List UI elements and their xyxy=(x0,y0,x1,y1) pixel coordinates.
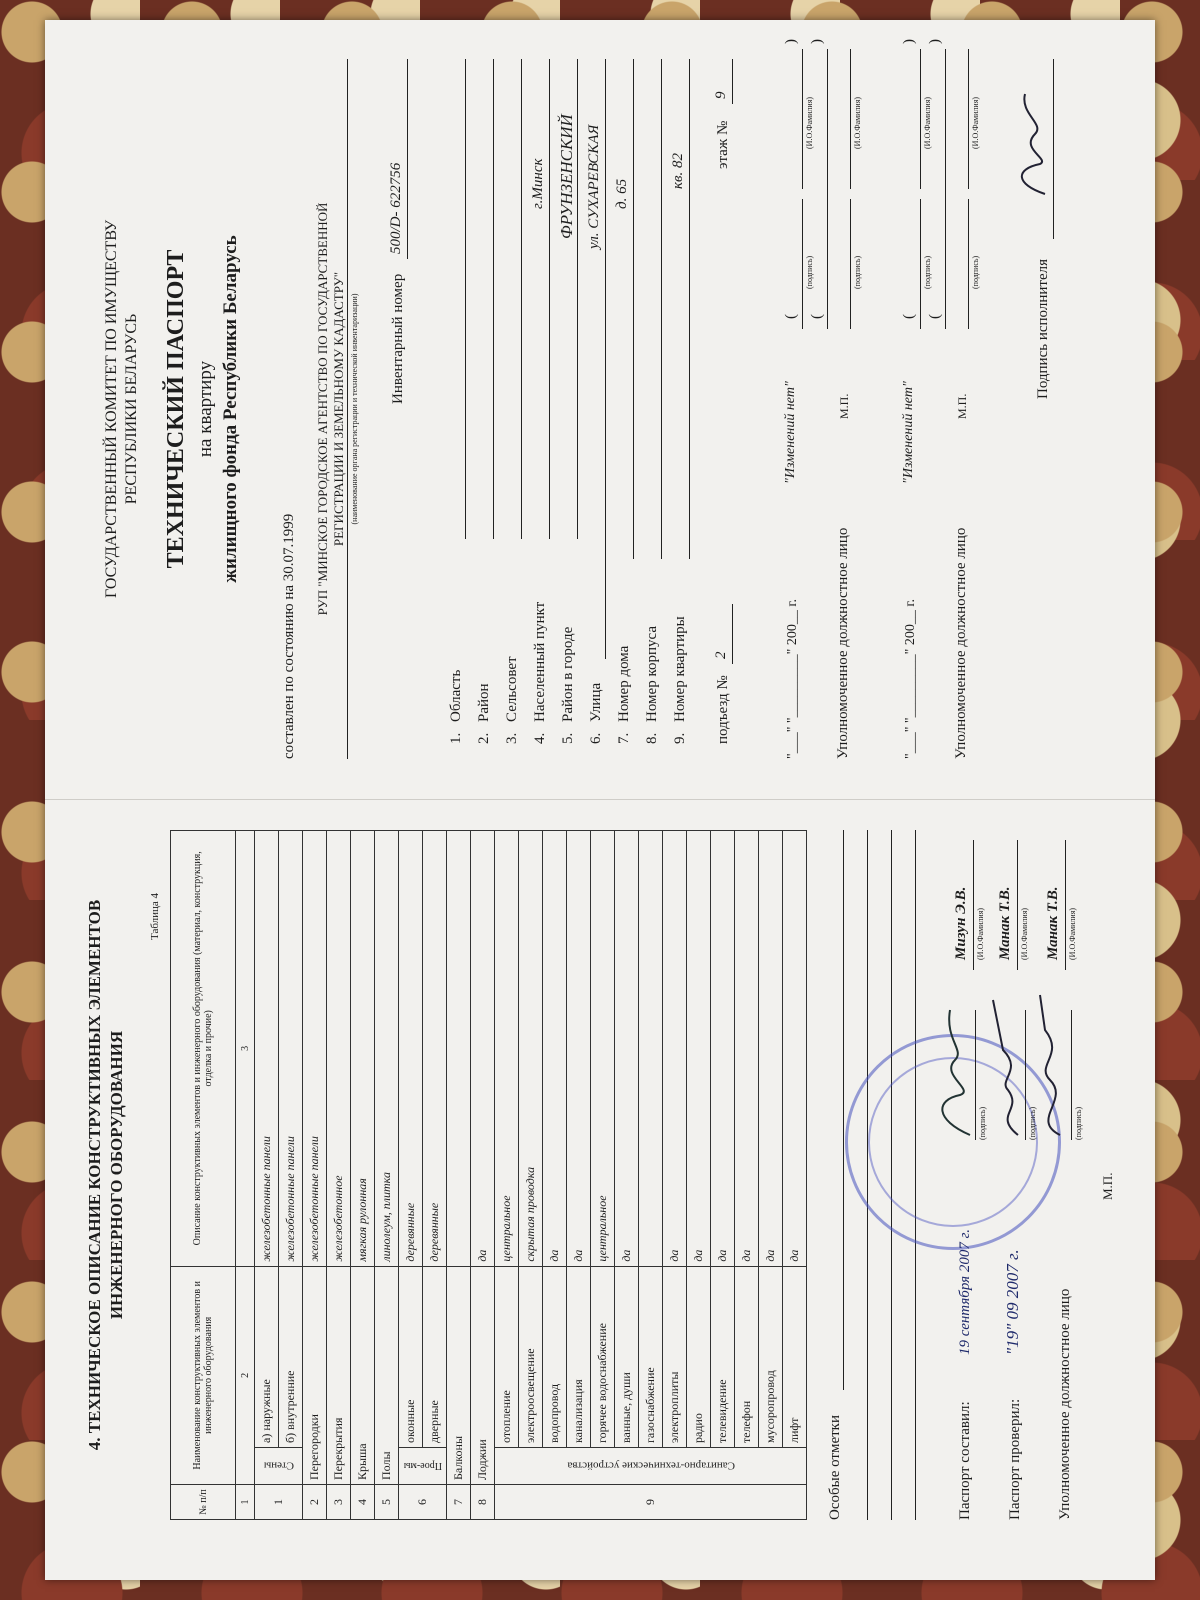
row-num: 3 xyxy=(327,1485,351,1520)
checked-label: Паспорт проверил: xyxy=(1007,1398,1023,1520)
item-label: Номер корпуса xyxy=(644,626,660,722)
item-label: Населенный пункт xyxy=(532,601,548,722)
colnum-1: 1 xyxy=(236,1485,255,1520)
address-item-district xyxy=(476,144,493,744)
colnum-2: 2 xyxy=(236,1266,255,1484)
row-value: железобетонные панели xyxy=(303,831,327,1267)
document-content xyxy=(45,20,1155,1580)
stamp-place-1: М.П. xyxy=(837,393,851,419)
row-name: ванные, души xyxy=(615,1266,639,1447)
colnum-3: 3 xyxy=(236,831,255,1267)
fio-line xyxy=(850,49,851,189)
row-value: железобетонное xyxy=(327,831,351,1267)
fio-line xyxy=(1065,840,1066,970)
official-name: Манак Т.В. xyxy=(1045,886,1061,960)
address-item-house xyxy=(616,144,633,744)
bracket-close: ) xyxy=(901,39,917,44)
item-label: Номер дома xyxy=(616,645,632,722)
row-num: 9 xyxy=(495,1485,807,1520)
table-row xyxy=(279,831,303,1520)
table-row xyxy=(351,831,375,1520)
row-num: 8 xyxy=(471,1485,495,1520)
signature-line-2 xyxy=(945,49,946,329)
row-value: железобетонные панели xyxy=(279,831,303,1267)
row-name: радио xyxy=(687,1266,711,1447)
bracket-open: ( xyxy=(901,314,917,319)
entrance-line xyxy=(732,604,733,664)
fio-line xyxy=(968,49,969,189)
row-name: дверные xyxy=(423,1266,447,1447)
signature-caption: (подпись) xyxy=(1074,1106,1083,1140)
floor-value: 9 xyxy=(713,91,729,99)
row-name: Перекрытия xyxy=(327,1266,351,1484)
executor-signature xyxy=(1010,89,1055,199)
official-label: Уполномоченное должностное лицо xyxy=(1057,1288,1073,1520)
no-changes-2: "Изменений нет" xyxy=(901,381,916,484)
walls-label: Стены xyxy=(255,1448,303,1485)
passport-subtitle2: жилищного фонда Республики Беларусь xyxy=(220,235,241,583)
row-value: железобетонные панели xyxy=(255,831,279,1267)
signature-caption: (подпись) xyxy=(805,255,814,289)
row-name: мусоропровод xyxy=(759,1266,783,1447)
signature-line xyxy=(802,199,803,329)
floor-label: этаж № xyxy=(715,120,731,169)
committee-line2: РЕСПУБЛИКИ БЕЛАРУСЬ xyxy=(123,313,140,505)
row-value: линолеум, плитка xyxy=(375,831,399,1267)
item-num: 6. xyxy=(588,732,604,744)
fio-caption: (И.О.Фамилия) xyxy=(971,96,980,149)
signature-caption: (подпись) xyxy=(978,1106,987,1140)
bracket-open: ( xyxy=(783,314,799,319)
official-label-2: Уполномоченное должностное лицо xyxy=(953,527,969,759)
address-item-building xyxy=(644,144,661,744)
checked-date: "19" 09 2007 г. xyxy=(1003,1249,1022,1355)
row-name: а) наружные xyxy=(255,1266,279,1447)
row-name: Крыша xyxy=(351,1266,375,1484)
bracket-close: ) xyxy=(783,39,799,44)
table-row xyxy=(663,831,687,1520)
passport-cover-page xyxy=(45,19,1155,800)
executor-signature-label: Подпись исполнителя xyxy=(1035,259,1051,399)
item-line xyxy=(577,59,578,539)
checked-signature xyxy=(983,990,1033,1140)
fio-line xyxy=(973,840,974,970)
item-label: Район xyxy=(476,683,492,722)
table-header-row xyxy=(171,831,236,1520)
table-row xyxy=(567,831,591,1520)
item-line xyxy=(661,59,662,559)
signature-caption: (подпись) xyxy=(971,255,980,289)
row-value: да xyxy=(687,831,711,1267)
row-value: да xyxy=(735,831,759,1267)
fio-caption: (И.О.Фамилия) xyxy=(1068,907,1077,960)
row-value: центральное xyxy=(591,831,615,1267)
item-line xyxy=(493,59,494,539)
fio-line xyxy=(920,49,921,189)
notes-line xyxy=(843,830,844,1390)
row-num: 1 xyxy=(255,1485,303,1520)
composed-label: Паспорт составил: xyxy=(957,1401,973,1520)
no-changes-1: "Изменений нет" xyxy=(783,381,798,484)
row-value xyxy=(639,831,663,1267)
table-row xyxy=(687,831,711,1520)
table-row xyxy=(327,831,351,1520)
entrance-value: 2 xyxy=(713,651,729,659)
organization-line1: РУП "МИНСКОЕ ГОРОДСКОЕ АГЕНТСТВО ПО ГОСУДАРСТВЕННОЙ xyxy=(315,202,330,616)
address-item-settlement xyxy=(532,144,549,744)
row-num: 5 xyxy=(375,1485,399,1520)
item-num: 7. xyxy=(616,732,632,744)
table-row xyxy=(759,831,783,1520)
row-name: оконные xyxy=(399,1266,423,1447)
row-name: электроплиты xyxy=(663,1266,687,1447)
table-row xyxy=(783,831,807,1520)
change-date-1: "___" "_________" 200__ г. xyxy=(785,598,800,759)
row-name: канализация xyxy=(567,1266,591,1447)
row-name: водопровод xyxy=(543,1266,567,1447)
change-date-2: "___" "_________" 200__ г. xyxy=(903,598,918,759)
committee-line1: ГОСУДАРСТВЕННЫЙ КОМИТЕТ ПО ИМУЩЕСТВУ xyxy=(103,219,120,599)
fio-caption: (И.О.Фамилия) xyxy=(1020,907,1029,960)
item-num: 2. xyxy=(476,732,492,744)
construction-elements-table xyxy=(170,830,807,1520)
signature-caption: (подпись) xyxy=(1028,1106,1037,1140)
table-row xyxy=(735,831,759,1520)
row-value: да xyxy=(663,831,687,1267)
signature-caption: (подпись) xyxy=(923,255,932,289)
signature-line xyxy=(920,199,921,329)
table-row xyxy=(711,831,735,1520)
stamp-place-2: М.П. xyxy=(955,393,969,419)
row-name: Лоджии xyxy=(471,1266,495,1484)
header-description: Описание конструктивных элементов и инженерного оборудования (материал, конструкция, отделка и прочие) xyxy=(171,831,236,1267)
item-line xyxy=(633,59,634,559)
floor-line xyxy=(732,59,733,104)
row-name: телевидение xyxy=(711,1266,735,1447)
signature-line-2 xyxy=(827,49,828,329)
row-value: да xyxy=(783,831,807,1267)
composed-date-label: составлен по состоянию на 30.07.1999 xyxy=(281,513,297,759)
row-value: деревянные xyxy=(423,831,447,1267)
official-label-1: Уполномоченное должностное лицо xyxy=(835,527,851,759)
item-line xyxy=(689,59,690,559)
row-name: горячее водоснабжение xyxy=(591,1266,615,1447)
row-name: б) внутренние xyxy=(279,1266,303,1447)
row-name: Балконы xyxy=(447,1266,471,1484)
table-row xyxy=(495,831,519,1520)
row-num: 4 xyxy=(351,1485,375,1520)
item-label: Сельсовет xyxy=(504,656,520,722)
street-value: ул. СУХАРЕВСКАЯ xyxy=(586,124,602,249)
item-num: 5. xyxy=(560,732,576,744)
row-name: отопление xyxy=(495,1266,519,1447)
house-value: д. 65 xyxy=(614,178,630,209)
technical-description-page xyxy=(45,800,1155,1580)
signature-line xyxy=(850,199,851,329)
row-name: электроосвещение xyxy=(519,1266,543,1447)
sanitary-label: Санитарно-технические устройства xyxy=(495,1448,807,1485)
row-value: да xyxy=(567,831,591,1267)
fio-line xyxy=(802,49,803,189)
column-number-row xyxy=(236,831,255,1520)
fio-line xyxy=(1017,840,1018,970)
item-num: 4. xyxy=(532,732,548,744)
row-name: лифт xyxy=(783,1266,807,1447)
bracket-close: ) xyxy=(927,39,943,44)
table-row xyxy=(255,831,279,1520)
row-name: Перегородки xyxy=(303,1266,327,1484)
table-row xyxy=(471,831,495,1520)
fio-caption: (И.О.Фамилия) xyxy=(853,96,862,149)
item-line xyxy=(605,59,606,659)
table-row xyxy=(303,831,327,1520)
row-value: да xyxy=(615,831,639,1267)
address-item-village-council xyxy=(504,144,521,744)
row-value: скрытая проводка xyxy=(519,831,543,1267)
item-label: Номер квартиры xyxy=(672,616,688,722)
item-num: 8. xyxy=(644,732,660,744)
item-label: Район в городе xyxy=(560,626,576,722)
inventory-number-value: 500/D- 622756 xyxy=(388,162,404,254)
inventory-number-line xyxy=(407,59,408,259)
bracket-close: ) xyxy=(809,39,825,44)
passport-subtitle: на квартиру xyxy=(195,360,216,458)
row-value: мягкая рулонная xyxy=(351,831,375,1267)
row-value: да xyxy=(759,831,783,1267)
row-name: газоснабжение xyxy=(639,1266,663,1447)
stamp-place-label: М.П. xyxy=(1100,1172,1115,1200)
signature-line xyxy=(968,199,969,329)
organization-line xyxy=(347,59,348,759)
section-title-line2: ИНЖЕНЕРНОГО ОБОРУДОВАНИЯ xyxy=(107,1030,126,1320)
document-sheet xyxy=(45,20,1155,1580)
settlement-value: г.Минск xyxy=(530,158,546,209)
item-line xyxy=(521,59,522,539)
row-num: 2 xyxy=(303,1485,327,1520)
item-line xyxy=(465,59,466,539)
entrance-label: подъезд № xyxy=(715,675,731,744)
row-value: да xyxy=(543,831,567,1267)
table-row xyxy=(423,831,447,1520)
address-item-apartment xyxy=(672,144,689,744)
section-title-line1: 4. ТЕХНИЧЕСКОЕ ОПИСАНИЕ КОНСТРУКТИВНЫХ ЭЛЕМЕНТОВ xyxy=(85,899,104,1451)
special-notes-label: Особые отметки xyxy=(827,1415,843,1520)
apartment-value: кв. 82 xyxy=(670,152,686,189)
checked-name: Манак Т.В. xyxy=(997,886,1013,960)
item-label: Улица xyxy=(588,682,604,722)
table-row xyxy=(399,831,423,1520)
composed-date: 19 сентября 2007 г. xyxy=(957,1228,973,1355)
row-name: Полы xyxy=(375,1266,399,1484)
header-num: № п/п xyxy=(171,1485,236,1520)
row-name: телефон xyxy=(735,1266,759,1447)
item-label: Область xyxy=(448,669,464,722)
row-value: да xyxy=(711,831,735,1267)
official-signature xyxy=(1030,990,1075,1140)
bracket-open: ( xyxy=(809,314,825,319)
bracket-open: ( xyxy=(927,314,943,319)
item-num: 3. xyxy=(504,732,520,744)
item-num: 9. xyxy=(672,732,688,744)
row-value: деревянные xyxy=(399,831,423,1267)
item-num: 1. xyxy=(448,732,464,744)
address-item-region xyxy=(448,144,465,744)
fio-caption: (И.О.Фамилия) xyxy=(976,907,985,960)
row-num: 7 xyxy=(447,1485,471,1520)
row-value: да xyxy=(471,831,495,1267)
composed-name: Мизун Э.В. xyxy=(953,886,969,960)
row-num: 6 xyxy=(399,1485,447,1520)
fio-caption: (И.О.Фамилия) xyxy=(805,96,814,149)
table-row xyxy=(591,831,615,1520)
table-row xyxy=(543,831,567,1520)
table-row xyxy=(519,831,543,1520)
table-row xyxy=(375,831,399,1520)
header-name: Наименование конструктивных элементов и инженерного оборудования xyxy=(171,1266,236,1484)
row-value: центральное xyxy=(495,831,519,1267)
passport-title: ТЕХНИЧЕСКИЙ ПАСПОРТ xyxy=(163,249,189,569)
table-row xyxy=(615,831,639,1520)
row-value xyxy=(447,831,471,1267)
table-row xyxy=(447,831,471,1520)
openings-label: Прое-мы xyxy=(399,1448,447,1485)
table-label: Таблица 4 xyxy=(149,892,161,940)
organization-line2: РЕГИСТРАЦИИ И ЗЕМЕЛЬНОМУ КАДАСТРУ" xyxy=(331,271,346,547)
table-row xyxy=(639,831,663,1520)
organization-caption: (наименование органа регистрации и технической инвентаризации) xyxy=(350,293,359,525)
fio-caption: (И.О.Фамилия) xyxy=(923,96,932,149)
city-district-value: ФРУНЗЕНСКИЙ xyxy=(557,114,576,239)
composed-signature xyxy=(930,1000,980,1140)
signature-caption: (подпись) xyxy=(853,255,862,289)
inventory-number-label: Инвентарный номер xyxy=(390,273,406,404)
item-line xyxy=(549,59,550,539)
